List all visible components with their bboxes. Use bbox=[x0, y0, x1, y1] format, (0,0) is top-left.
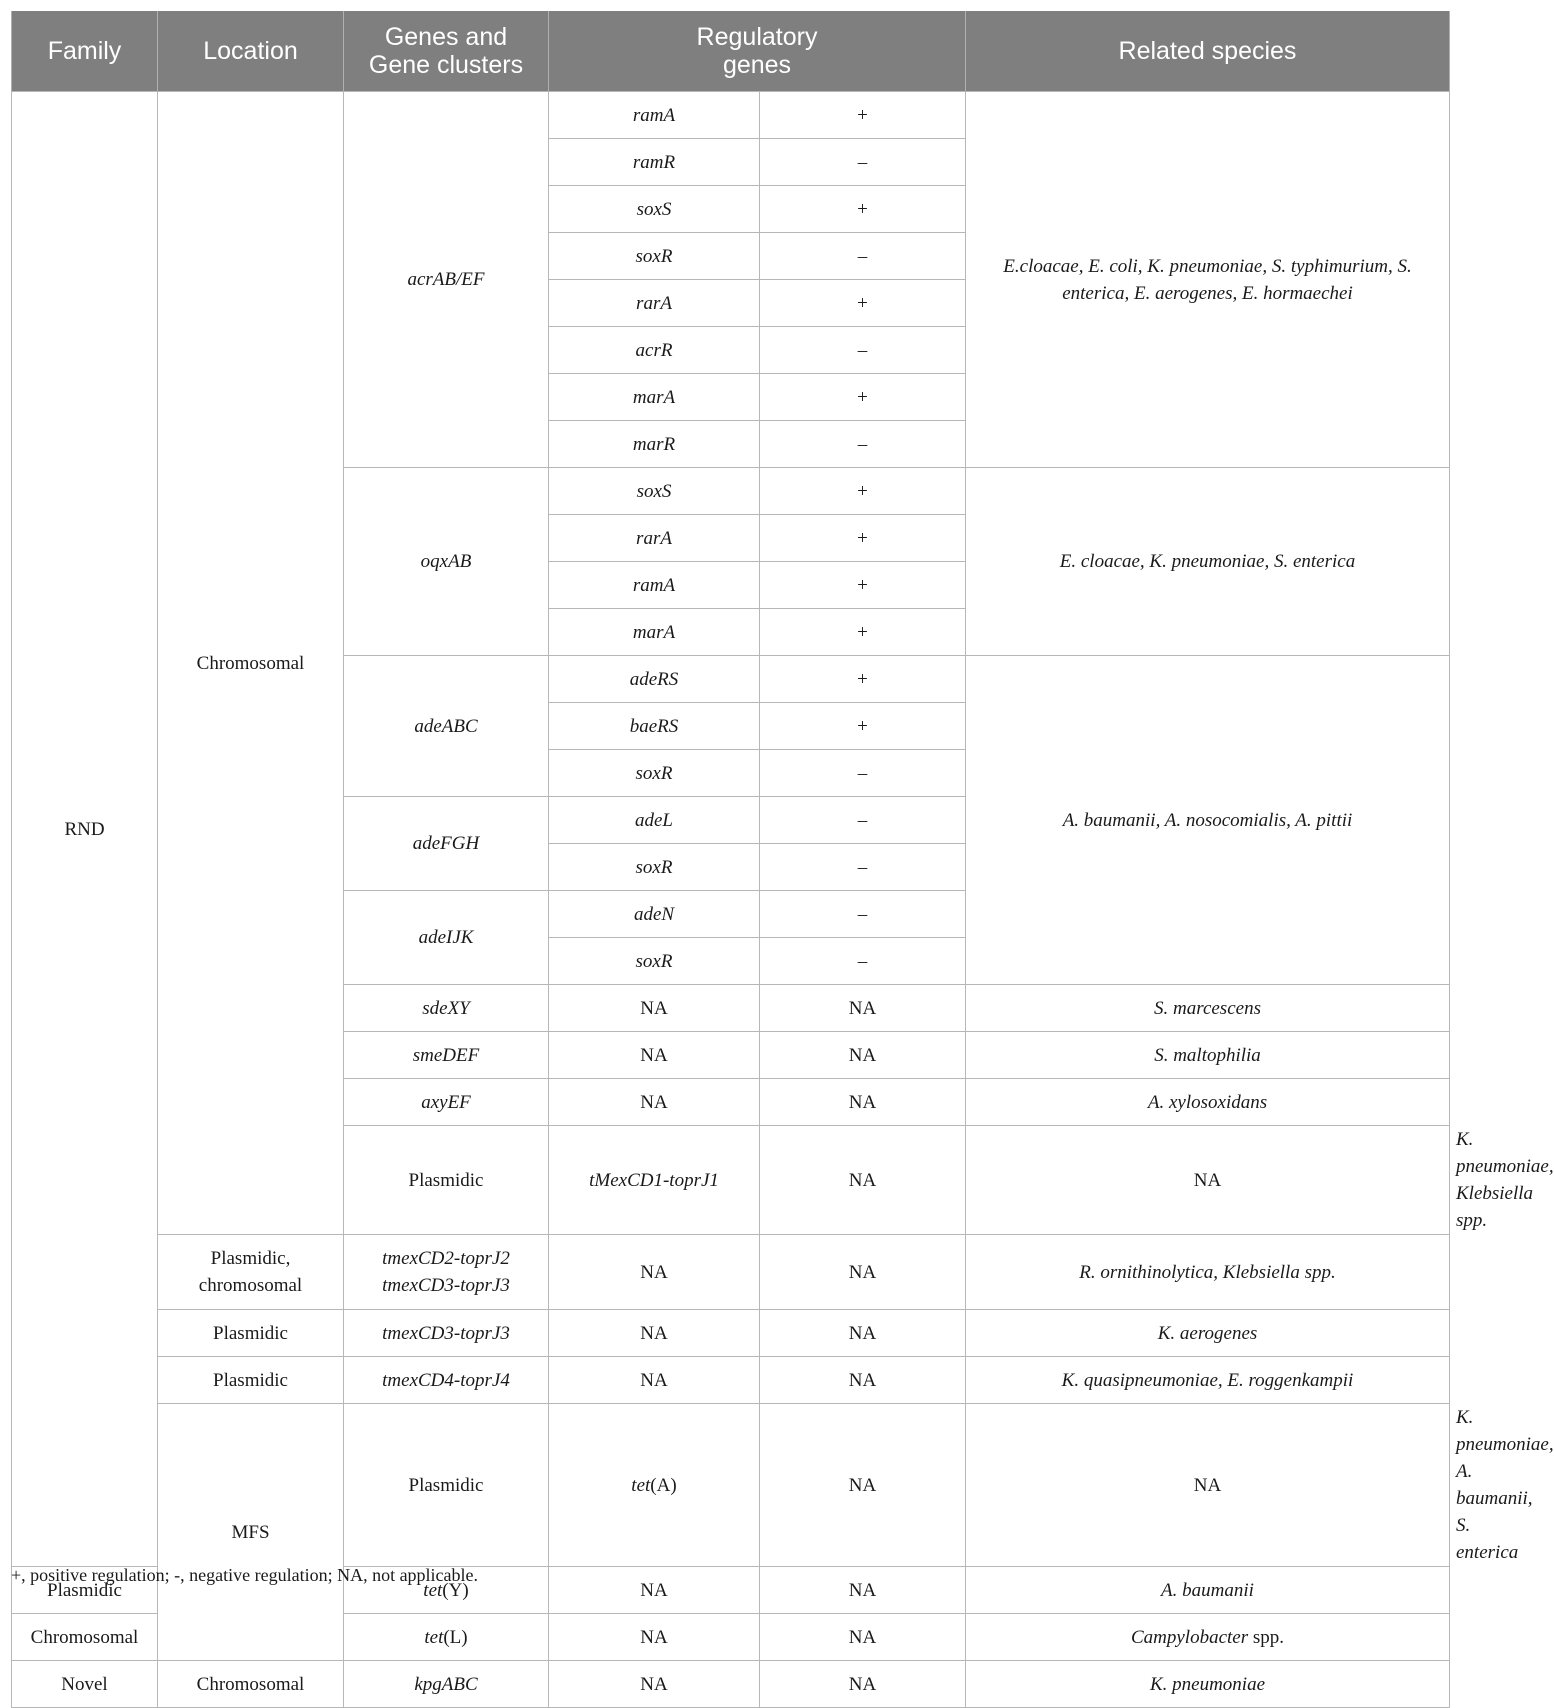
reg-gene: ramA bbox=[549, 562, 760, 609]
na-cell: NA bbox=[549, 1079, 760, 1126]
species-oqx: E. cloacae, K. pneumoniae, S. enterica bbox=[966, 468, 1450, 656]
na-cell: NA bbox=[760, 1404, 966, 1567]
reg-gene: adeRS bbox=[549, 656, 760, 703]
table-row bbox=[12, 92, 1450, 139]
gene-cell: kpgABC bbox=[344, 1661, 549, 1708]
gene-cell: tet(A) bbox=[549, 1404, 760, 1567]
na-cell: NA bbox=[760, 1614, 966, 1661]
species-cell: K. pneumoniae bbox=[966, 1661, 1450, 1708]
reg-gene: soxS bbox=[549, 468, 760, 515]
reg-sign: + bbox=[760, 92, 966, 139]
na-cell: NA bbox=[760, 1126, 966, 1235]
header-family: Family bbox=[12, 11, 158, 92]
location-plasmidic-chromosomal: Plasmidic, chromosomal bbox=[158, 1235, 344, 1310]
reg-sign: + bbox=[760, 703, 966, 750]
reg-sign: – bbox=[760, 938, 966, 985]
reg-sign: + bbox=[760, 656, 966, 703]
table-row bbox=[12, 1235, 1450, 1310]
table-row bbox=[12, 1357, 1450, 1404]
table-row bbox=[12, 1310, 1450, 1357]
na-cell: NA bbox=[549, 1310, 760, 1357]
table-footnote: +, positive regulation; -, negative regulation; NA, not applicable. bbox=[11, 1565, 479, 1585]
gene-oqxab: oqxAB bbox=[344, 468, 549, 656]
na-cell: NA bbox=[760, 1310, 966, 1357]
na-cell: NA bbox=[760, 1661, 966, 1708]
na-cell: NA bbox=[549, 1661, 760, 1708]
na-cell: NA bbox=[760, 1357, 966, 1404]
table-row: Plasmidic tMexCD1-toprJ1 NA NA K. pneumoniae, Klebsiella spp. bbox=[12, 1126, 1450, 1235]
reg-sign: + bbox=[760, 468, 966, 515]
reg-sign: + bbox=[760, 515, 966, 562]
gene-adeijk: adeIJK bbox=[344, 891, 549, 985]
reg-gene: rarA bbox=[549, 515, 760, 562]
na-cell: NA bbox=[760, 1235, 966, 1310]
efflux-pump-table bbox=[11, 11, 1554, 1708]
reg-gene: adeN bbox=[549, 891, 760, 938]
reg-sign: + bbox=[760, 562, 966, 609]
header-regulatory-genes: Regulatory genes bbox=[549, 11, 966, 92]
reg-gene: soxR bbox=[549, 750, 760, 797]
species-cell: Campylobacter spp. bbox=[966, 1614, 1450, 1661]
species-cell: R. ornithinolytica, Klebsiella spp. bbox=[966, 1235, 1450, 1310]
gene-cell: tet(L) bbox=[344, 1614, 549, 1661]
reg-gene: ramR bbox=[549, 139, 760, 186]
location-plasmidic: Plasmidic bbox=[158, 1357, 344, 1404]
location-plasmidic: Plasmidic bbox=[344, 1404, 549, 1567]
header-genes: Genes and Gene clusters bbox=[344, 11, 549, 92]
reg-sign: – bbox=[760, 844, 966, 891]
species-cell: S. marcescens bbox=[966, 985, 1450, 1032]
reg-gene: acrR bbox=[549, 327, 760, 374]
na-cell: NA bbox=[549, 1614, 760, 1661]
reg-sign: – bbox=[760, 327, 966, 374]
na-cell: NA bbox=[549, 1235, 760, 1310]
na-cell: NA bbox=[966, 1126, 1450, 1235]
gene-adefgh: adeFGH bbox=[344, 797, 549, 891]
reg-sign: – bbox=[760, 233, 966, 280]
reg-gene: marR bbox=[549, 421, 760, 468]
species-cell: A. baumanii bbox=[966, 1567, 1450, 1614]
location-plasmidic: Plasmidic bbox=[158, 1310, 344, 1357]
reg-gene: rarA bbox=[549, 280, 760, 327]
reg-sign: – bbox=[760, 139, 966, 186]
gene-cell: tet(Y) bbox=[344, 1567, 549, 1614]
na-cell: NA bbox=[760, 985, 966, 1032]
location-plasmidic: Plasmidic bbox=[12, 1567, 158, 1614]
location-plasmidic: Plasmidic bbox=[344, 1126, 549, 1235]
gene-adeabc: adeABC bbox=[344, 656, 549, 797]
gene-cell: tmexCD4-toprJ4 bbox=[344, 1357, 549, 1404]
reg-sign: – bbox=[760, 891, 966, 938]
reg-sign: – bbox=[760, 797, 966, 844]
gene-cell: axyEF bbox=[344, 1079, 549, 1126]
species-cell: A. xylosoxidans bbox=[966, 1079, 1450, 1126]
location-chromosomal: Chromosomal bbox=[12, 1614, 158, 1661]
reg-gene: adeL bbox=[549, 797, 760, 844]
species-ade: A. baumanii, A. nosocomialis, A. pittii bbox=[966, 656, 1450, 985]
location-chromosomal: Chromosomal bbox=[158, 92, 344, 1235]
na-cell: NA bbox=[549, 985, 760, 1032]
family-rnd: RND bbox=[12, 92, 158, 1567]
na-cell: NA bbox=[549, 1357, 760, 1404]
reg-gene: marA bbox=[549, 374, 760, 421]
reg-gene: soxR bbox=[549, 938, 760, 985]
reg-sign: – bbox=[760, 421, 966, 468]
na-cell: NA bbox=[760, 1079, 966, 1126]
gene-acrab-ef: acrAB/EF bbox=[344, 92, 549, 468]
header-location: Location bbox=[158, 11, 344, 92]
species-cell: K. aerogenes bbox=[966, 1310, 1450, 1357]
species-cell: S. maltophilia bbox=[966, 1032, 1450, 1079]
reg-sign: + bbox=[760, 609, 966, 656]
na-cell: NA bbox=[549, 1567, 760, 1614]
na-cell: NA bbox=[549, 1032, 760, 1079]
gene-cell: tmexCD3-toprJ3 bbox=[344, 1310, 549, 1357]
reg-sign: + bbox=[760, 280, 966, 327]
species-cell: K. quasipneumoniae, E. roggenkampii bbox=[966, 1357, 1450, 1404]
family-novel: Novel bbox=[12, 1661, 158, 1708]
reg-gene: marA bbox=[549, 609, 760, 656]
reg-gene: baeRS bbox=[549, 703, 760, 750]
na-cell: NA bbox=[760, 1032, 966, 1079]
reg-gene: soxS bbox=[549, 186, 760, 233]
reg-gene: ramA bbox=[549, 92, 760, 139]
family-mfs: MFS bbox=[158, 1404, 344, 1661]
gene-cell: tMexCD1-toprJ1 bbox=[549, 1126, 760, 1235]
header-related-species: Related species bbox=[966, 11, 1450, 92]
table-row: MFS Plasmidic tet(A) NA NA K. pneumoniae, A. baumanii, S. enterica bbox=[12, 1404, 1450, 1567]
location-chromosomal: Chromosomal bbox=[158, 1661, 344, 1708]
reg-sign: – bbox=[760, 750, 966, 797]
reg-sign: + bbox=[760, 374, 966, 421]
gene-cell: smeDEF bbox=[344, 1032, 549, 1079]
na-cell: NA bbox=[966, 1404, 1450, 1567]
table-header-row bbox=[12, 11, 1450, 92]
gene-cell: tmexCD2-toprJ2 tmexCD3-toprJ3 bbox=[344, 1235, 549, 1310]
gene-cell: sdeXY bbox=[344, 985, 549, 1032]
reg-gene: soxR bbox=[549, 233, 760, 280]
species-acr: E.cloacae, E. coli, K. pneumoniae, S. typhimurium, S. enterica, E. aerogenes, E. hormaechei bbox=[966, 92, 1450, 468]
reg-sign: + bbox=[760, 186, 966, 233]
table-row bbox=[12, 1661, 1450, 1708]
reg-gene: soxR bbox=[549, 844, 760, 891]
na-cell: NA bbox=[760, 1567, 966, 1614]
